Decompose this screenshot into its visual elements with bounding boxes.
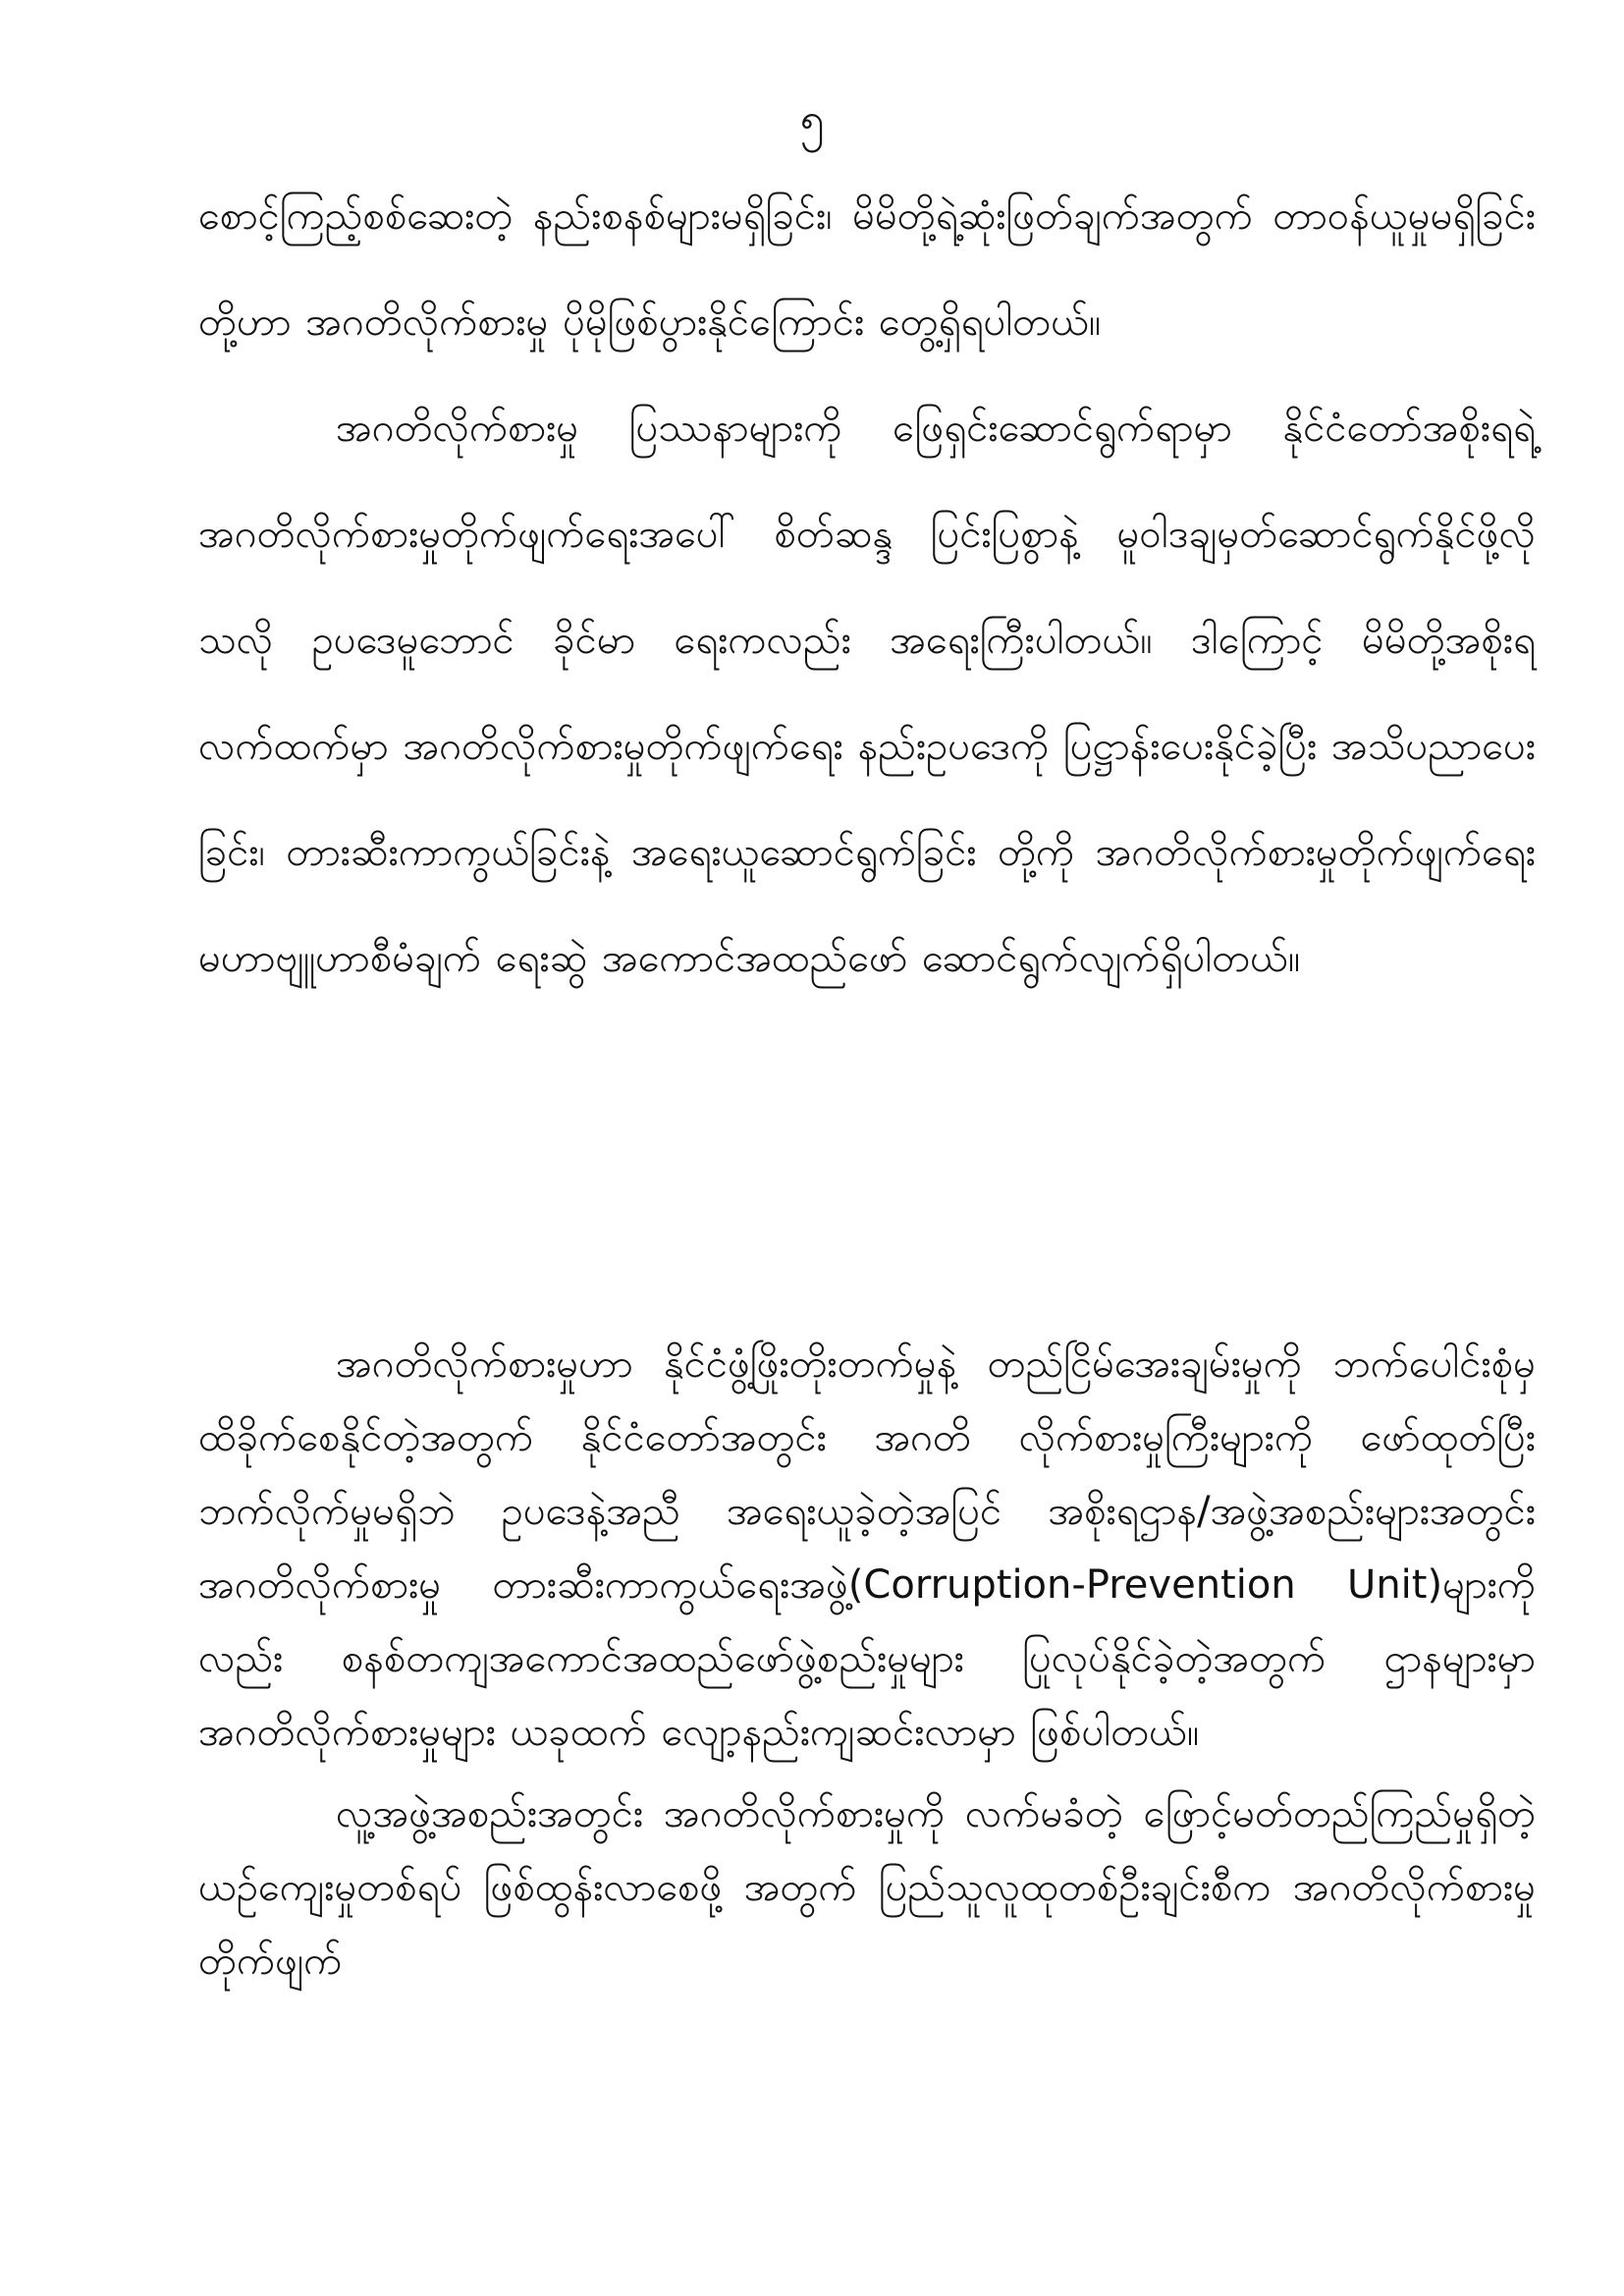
body-text-wide-spacing xyxy=(198,163,1536,1011)
page-number: ၅ xyxy=(799,94,825,144)
paragraph-government-policy: အဂတိလိုက်စားမှု ပြဿနာများကို ဖြေရှင်းဆောင်ရွက်ရာမှာ နိုင်ငံတော်အစိုးရရဲ့ အဂတိလိုက်စားမှုတိုက်ဖျက်ရေးအပေါ် စိတ်ဆန္ဒ ပြင်းပြစွာနဲ့ မူဝါဒချမှတ်ဆောင်ရွက်နိုင်ဖို့လိုသလို ဥပဒေမူဘောင် ခိုင်မာ ရေးကလည်း အရေးကြီးပါတယ်။ ဒါကြောင့် မိမိတို့အစိုးရ လက်ထက်မှာ အဂတိလိုက်စားမှုတိုက်ဖျက်ရေး နည်းဥပဒေကို ပြဋ္ဌာန်းပေးနိုင်ခဲ့ပြီး အသိပညာပေးခြင်း၊ တားဆီးကာကွယ်ခြင်းနဲ့ အရေးယူဆောင်ရွက်ခြင်း တို့ကို အဂတိလိုက်စားမှုတိုက်ဖျက်ရေး မဟာဗျူဟာစီမံချက် ရေးဆွဲ အကောင်အထည်ဖော် ဆောင်ရွက်လျက်ရှိပါတယ်။ xyxy=(198,406,1536,981)
paragraph-public-culture: လူ့အဖွဲ့အစည်းအတွင်း အဂတိလိုက်စားမှုကို လက်မခံတဲ့ ဖြောင့်မတ်တည်ကြည်မှုရှိတဲ့ ယဉ်ကျေးမှုတစ်ရပ် ဖြစ်ထွန်းလာစေဖို့ အတွက် ပြည်သူလူထုတစ်ဦးချင်းစီက အဂတိလိုက်စားမှု တိုက်ဖျက် xyxy=(198,1791,1536,1984)
paragraph-continuation: စောင့်ကြည့်စစ်ဆေးတဲ့ နည်းစနစ်များမရှိခြင်း၊ မိမိတို့ရဲ့ဆုံးဖြတ်ချက်အတွက် တာဝန်ယူမှုမရှိခြင်းတို့ဟာ အဂတိလိုက်စားမှု ပိုမိုဖြစ်ပွားနိုင်ကြောင်း တွေ့ရှိရပါတယ်။ xyxy=(198,193,1536,345)
body-text-normal-spacing xyxy=(198,1328,1536,1998)
paragraph-corruption-prevention-units: အဂတိလိုက်စားမှုဟာ နိုင်ငံဖွံ့ဖြိုးတိုးတက်မှုနဲ့ တည်ငြိမ်အေးချမ်းမှုကို ဘက်ပေါင်းစုံမှ ထိခိုက်စေနိုင်တဲ့အတွက် နိုင်ငံတော်အတွင်း အဂတိ လိုက်စားမှုကြီးများကို ဖော်ထုတ်ပြီး ဘက်လိုက်မှုမရှိဘဲ ဥပဒေနဲ့အညီ အရေးယူခဲ့တဲ့အပြင် အစိုးရဌာန/အဖွဲ့အစည်းများအတွင်း အဂတိလိုက်စားမှု တားဆီးကာကွယ်ရေးအဖွဲ့(Corruption-Prevention Unit)များကိုလည်း စနစ်တကျအကောင်အထည်ဖော်ဖွဲ့စည်းမှုများ ပြုလုပ်နိုင်ခဲ့တဲ့အတွက် ဌာနများမှာ အဂတိလိုက်စားမှုများ ယခုထက် လျော့နည်းကျဆင်းလာမှာ ဖြစ်ပါတယ်။ xyxy=(198,1341,1536,1755)
